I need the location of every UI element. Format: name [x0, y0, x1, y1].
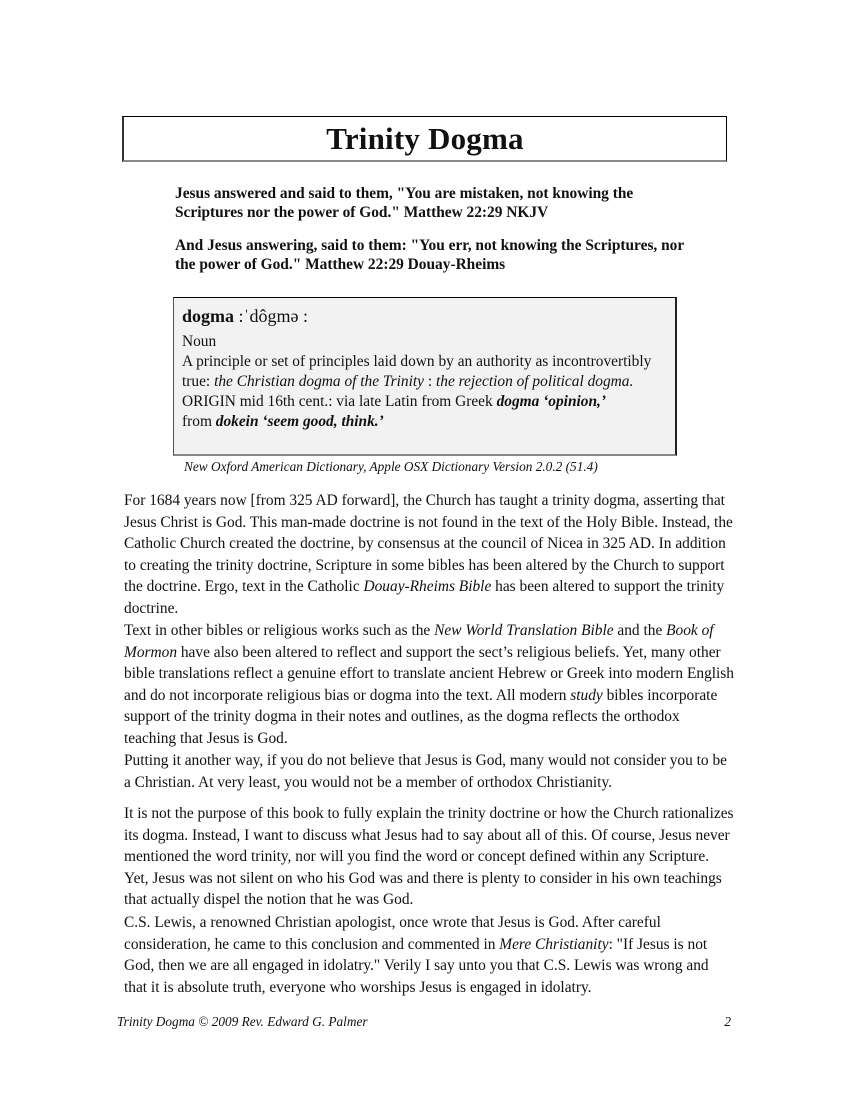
- page-number: 2: [724, 1014, 731, 1029]
- paragraph-text: has been altered to support the trinity doctrine.: [124, 578, 725, 617]
- body-paragraph-1: [124, 490, 734, 619]
- page-footer: [117, 1014, 731, 1030]
- origin-text-2: from: [182, 413, 216, 430]
- definition-example-2: the rejection of political dogma.: [435, 373, 634, 390]
- body-paragraph-3: Putting it another way, if you do not believe that Jesus is God, many would not consider you to be a Christian. At very least, you would not be a member of orthodox Christianity.: [124, 752, 727, 791]
- origin-term-1: dogma ‘opinion,’: [496, 393, 607, 410]
- definition-text: A principle or set of principles laid down by an authority as incontrovertibly true:: [182, 353, 652, 390]
- dictionary-part-of-speech: Noun: [182, 333, 217, 350]
- dictionary-entry-box: [173, 297, 677, 456]
- book-title: New World Translation Bible: [434, 622, 614, 639]
- paragraph-text: Text in other bibles or religious works such as the: [124, 622, 435, 639]
- origin-term-2: dokein ‘seem good, think.’: [215, 413, 384, 430]
- scripture-quote-nkjv: Jesus answered and said to them, "You are mistaken, not knowing the Scriptures nor the power of God." Matthew 22:29 NKJV: [175, 185, 634, 221]
- dictionary-citation: New Oxford American Dictionary, Apple OSX Dictionary Version 2.0.2 (51.4): [184, 459, 598, 474]
- dictionary-headword: dogma: [182, 306, 235, 326]
- origin-text-1: ORIGIN mid 16th cent.: via late Latin from Greek: [182, 393, 497, 410]
- page-title: Trinity Dogma: [326, 121, 524, 156]
- emphasis-word: study: [570, 686, 603, 704]
- body-paragraph-2: [124, 620, 734, 749]
- book-title: Book of Mormon: [124, 622, 714, 661]
- paragraph-text: For 1684 years now [from 325 AD forward], the Church has taught a trinity dogma, asserting that Jesus Christ is God. This man-made doctrine is not found in the text of the Holy Bible. Instead, the Catholic Church created the doctrine, by consensus at the council of Nicea in 325 AD. In addition to creating the trinity doctrine, Scripture in some bibles has been altered by the Church to support the doctrine. Ergo, text in the Catholic: [124, 492, 733, 595]
- paragraph-text: bibles incorporate support of the trinity dogma in their notes and outlines, as the dogma reflects the orthodox teaching that Jesus is God.: [124, 686, 718, 747]
- scripture-quote-douay-rheims: And Jesus answering, said to them: "You err, not knowing the Scriptures, nor the power of God." Matthew 22:29 Douay-Rheims: [175, 237, 684, 273]
- dictionary-origin: [182, 392, 667, 432]
- definition-example-separator: :: [424, 373, 436, 390]
- paragraph-text: have also been altered to reflect and support the sect’s religious beliefs. Yet, many other bible translations reflect a genuine effort to translate ancient Hebrew or Greek into modern English and do not incorporate religious bias or dogma into the text. All modern: [124, 643, 734, 704]
- paragraph-text: and the: [613, 622, 667, 639]
- title-box: [122, 116, 727, 162]
- dictionary-headword-line: [182, 304, 667, 328]
- paragraph-text: C.S. Lewis, a renowned Christian apologist, once wrote that Jesus is God. After careful consideration, he came to this conclusion and commented in: [124, 914, 661, 953]
- book-title: Douay-Rheims Bible: [363, 578, 492, 595]
- paragraph-text: : "If Jesus is not God, then we are all engaged in idolatry." Verily I say unto you that C.S. Lewis was wrong and that it is absolute truth, everyone who worships Jesus is engaged in idolatry.: [124, 935, 709, 996]
- body-paragraph-4: It is not the purpose of this book to fully explain the trinity doctrine or how the Church rationalizes its dogma. Instead, I want to discuss what Jesus had to say about all of this. Of course, Jesus never mentioned the word trinity, nor will you find the word or concept defined within any Scripture. Yet, Jesus was not silent on who his God was and there is plenty to consider in his own teachings that actually dispel the notion that he was God.: [124, 805, 734, 908]
- dictionary-pronunciation: :ˈdôgmə :: [234, 306, 309, 326]
- book-title: Mere Christianity: [499, 935, 609, 953]
- footer-copyright: Trinity Dogma © 2009 Rev. Edward G. Palmer: [117, 1014, 368, 1029]
- body-paragraph-5: [124, 912, 734, 998]
- definition-example-1: the Christian dogma of the Trinity: [214, 373, 424, 390]
- dictionary-definition: [182, 352, 667, 392]
